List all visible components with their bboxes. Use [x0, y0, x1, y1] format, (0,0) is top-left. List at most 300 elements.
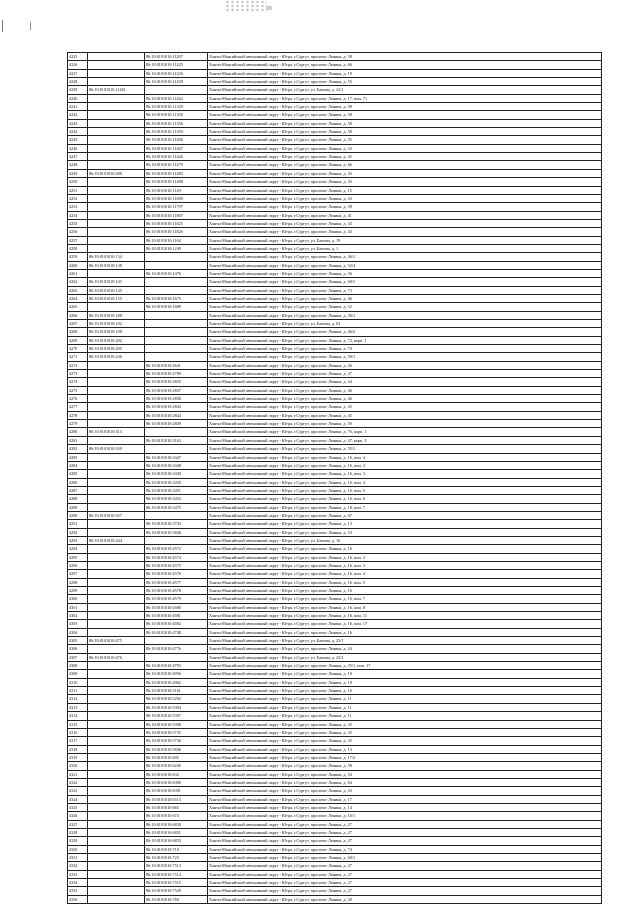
- room-cadastral-number-cell: [145, 536, 208, 544]
- cadastral-number-cell: [88, 470, 145, 478]
- cadastral-number-cell: [88, 720, 145, 728]
- address-cell: Ханты-Мансийский автономный округ - Югра, г.Сургут, проспект Ленина, д. 58: [208, 103, 602, 111]
- cadastral-number-cell: [88, 395, 145, 403]
- address-cell: Ханты-Мансийский автономный округ - Югра, г.Сургут, проспект Ленина, д. 17: [208, 795, 602, 803]
- address-cell: Ханты-Мансийский автономный округ - Югра, г.Сургут, проспект Ленина, д. 16, пом. 8: [208, 603, 602, 611]
- address-cell: Ханты-Мансийский автономный округ - Югра, г.Сургут, проспект Ленина, д. 16, пом. 6: [208, 495, 602, 503]
- row-number-cell: 4336: [68, 895, 88, 903]
- room-cadastral-number-cell: 86:10:0101010:7513: [145, 862, 208, 870]
- address-cell: Ханты-Мансийский автономный округ - Югра, г.Сургут, проспект Ленина, д. 58: [208, 119, 602, 127]
- table-row: [68, 887, 602, 895]
- cadastral-number-cell: [88, 887, 145, 895]
- row-number-cell: 4287: [68, 486, 88, 494]
- room-cadastral-number-cell: 86:10:0101010:2838: [145, 395, 208, 403]
- cadastral-number-cell: 86:10:0101010:134: [88, 253, 145, 261]
- cadastral-number-cell: [88, 670, 145, 678]
- row-number-cell: 4271: [68, 353, 88, 361]
- table-row: [68, 253, 602, 261]
- address-cell: Ханты-Мансийский автономный округ - Югра, г.Сургут, проспект Ленина, д. 50/1: [208, 311, 602, 319]
- room-cadastral-number-cell: 86:10:0101010:7529: [145, 887, 208, 895]
- address-cell: Ханты-Мансийский автономный округ - Югра, г.Сургут, проспект Ленина, д. 73: [208, 286, 602, 294]
- table-row: [68, 503, 602, 511]
- address-cell: Ханты-Мансийский автономный округ - Югра, г.Сургут, проспект Ленина, д. 55: [208, 136, 602, 144]
- room-cadastral-number-cell: 86:10:0101010:11226: [145, 69, 208, 77]
- row-number-cell: 4279: [68, 420, 88, 428]
- table-row: [68, 470, 602, 478]
- table-row: [68, 378, 602, 386]
- room-cadastral-number-cell: [145, 253, 208, 261]
- room-cadastral-number-cell: 86:10:0101010:4578: [145, 587, 208, 595]
- table-row: [68, 553, 602, 561]
- row-number-cell: 4280: [68, 428, 88, 436]
- room-cadastral-number-cell: 86:10:0101010:2849: [145, 420, 208, 428]
- table-row: [68, 186, 602, 194]
- table-row: [68, 328, 602, 336]
- room-cadastral-number-cell: 86:10:0101010:3743: [145, 520, 208, 528]
- table-row: [68, 420, 602, 428]
- table-row: [68, 428, 602, 436]
- cadastral-number-cell: [88, 144, 145, 152]
- room-cadastral-number-cell: 86:10:0101010:2789: [145, 370, 208, 378]
- cadastral-number-cell: [88, 53, 145, 61]
- table-row: [68, 837, 602, 845]
- address-cell: Ханты-Мансийский автономный округ - Югра, г.Сургут, проспект Ленина, д. 46/1: [208, 253, 602, 261]
- cadastral-number-cell: [88, 695, 145, 703]
- address-cell: Ханты-Мансийский автономный округ - Югра, г.Сургут, проспект Ленина, д. 17, пом. 71: [208, 94, 602, 102]
- room-cadastral-number-cell: 86:10:0101010:1249: [145, 244, 208, 252]
- cadastral-number-cell: [88, 78, 145, 86]
- table-row: [68, 570, 602, 578]
- address-cell: Ханты-Мансийский автономный округ - Югра, г.Сургут, ул. Бажова, д. 25/1: [208, 637, 602, 645]
- table-row: [68, 86, 602, 94]
- room-cadastral-number-cell: 86:10:0101010:7515: [145, 879, 208, 887]
- row-number-cell: 4259: [68, 253, 88, 261]
- row-number-cell: 4290: [68, 511, 88, 519]
- address-cell: Ханты-Мансийский автономный округ - Югра, г.Сургут, проспект Ленина, д. 16: [208, 687, 602, 695]
- room-cadastral-number-cell: 86:10:0101010:11359: [145, 128, 208, 136]
- room-cadastral-number-cell: 86:10:0101010:4956: [145, 670, 208, 678]
- cadastral-number-cell: [88, 128, 145, 136]
- room-cadastral-number-cell: 86:10:0101010:11350: [145, 111, 208, 119]
- scan-edge-mark: [2, 20, 3, 32]
- room-cadastral-number-cell: 86:10:0101010:11262: [145, 94, 208, 102]
- address-cell: Ханты-Мансийский автономный округ - Югра, г.Сургут, проспект Ленина, д. 33: [208, 144, 602, 152]
- cadastral-number-cell: 86:10:0101010:192: [88, 320, 145, 328]
- row-number-cell: 4323: [68, 787, 88, 795]
- cadastral-number-cell: [88, 820, 145, 828]
- cadastral-number-cell: 86:10:0101010:313: [88, 428, 145, 436]
- address-cell: Ханты-Мансийский автономный округ - Югра, г.Сургут, проспект Ленина, д. 43: [208, 169, 602, 177]
- table-row: [68, 53, 602, 61]
- address-cell: Ханты-Мансийский автономный округ - Югра, г.Сургут, проспект Ленина, д. 43: [208, 787, 602, 795]
- room-cadastral-number-cell: [145, 328, 208, 336]
- table-row: [68, 828, 602, 836]
- row-number-cell: 4322: [68, 778, 88, 786]
- table-row: [68, 520, 602, 528]
- row-number-cell: 4310: [68, 678, 88, 686]
- room-cadastral-number-cell: 86:10:0101010:4576: [145, 570, 208, 578]
- address-cell: Ханты-Мансийский автономный округ - Югра, г.Сургут, проспект Ленина, д. 59/1: [208, 353, 602, 361]
- cadastral-number-cell: [88, 453, 145, 461]
- row-number-cell: 4250: [68, 178, 88, 186]
- row-number-cell: 4272: [68, 361, 88, 369]
- row-number-cell: 4320: [68, 762, 88, 770]
- room-cadastral-number-cell: 86:10:0101010:4962: [145, 678, 208, 686]
- row-number-cell: 4291: [68, 520, 88, 528]
- cadastral-number-cell: [88, 803, 145, 811]
- room-cadastral-number-cell: 86:10:0101010:11488: [145, 178, 208, 186]
- cadastral-number-cell: 86:10:0101010:155: [88, 294, 145, 302]
- row-number-cell: 4324: [68, 795, 88, 803]
- table-row: [68, 294, 602, 302]
- address-cell: Ханты-Мансийский автономный округ - Югра, г.Сургут, проспект Ленина, д. 11: [208, 712, 602, 720]
- cadastral-number-cell: [88, 753, 145, 761]
- room-cadastral-number-cell: 86:10:0101010:11825: [145, 219, 208, 227]
- row-number-cell: 4301: [68, 603, 88, 611]
- cadastral-number-cell: [88, 228, 145, 236]
- address-cell: Ханты-Мансийский автономный округ - Югра, г.Сургут, проспект Ленина, д. 26: [208, 361, 602, 369]
- address-cell: Ханты-Мансийский автономный округ - Югра, г.Сургут, проспект Ленина, д. 43: [208, 228, 602, 236]
- table-row: [68, 203, 602, 211]
- cadastral-number-cell: [88, 862, 145, 870]
- row-number-cell: 4321: [68, 770, 88, 778]
- row-number-cell: 4242: [68, 111, 88, 119]
- row-number-cell: 4270: [68, 345, 88, 353]
- row-number-cell: 4289: [68, 503, 88, 511]
- address-cell: Ханты-Мансийский автономный округ - Югра, г.Сургут, проспект Ленина, д. 24: [208, 645, 602, 653]
- row-number-cell: 4267: [68, 320, 88, 328]
- room-cadastral-number-cell: [145, 261, 208, 269]
- cadastral-number-cell: [88, 378, 145, 386]
- table-row: [68, 795, 602, 803]
- room-cadastral-number-cell: [145, 311, 208, 319]
- table-row: [68, 69, 602, 77]
- table-row: [68, 136, 602, 144]
- room-cadastral-number-cell: [145, 286, 208, 294]
- row-number-cell: 4283: [68, 453, 88, 461]
- cadastral-number-cell: 86:10:0101010:198: [88, 328, 145, 336]
- room-cadastral-number-cell: 86:10:0101010:11482: [145, 169, 208, 177]
- address-cell: Ханты-Мансийский автономный округ - Югра, г.Сургут, проспект Ленина, д. 27: [208, 887, 602, 895]
- cadastral-number-cell: [88, 370, 145, 378]
- cadastral-number-cell: [88, 678, 145, 686]
- cadastral-number-cell: [88, 236, 145, 244]
- row-number-cell: 4318: [68, 745, 88, 753]
- room-cadastral-number-cell: 86:10:0101010:1149: [145, 186, 208, 194]
- address-cell: Ханты-Мансийский автономный округ - Югра, г.Сургут, проспект Ленина, д. 43: [208, 219, 602, 227]
- room-cadastral-number-cell: 86:10:0101010:4748: [145, 628, 208, 636]
- room-cadastral-number-cell: 86:10:0101010:2843: [145, 403, 208, 411]
- address-cell: Ханты-Мансийский автономный округ - Югра, г.Сургут, проспект Ленина, д. 14: [208, 803, 602, 811]
- address-cell: Ханты-Мансийский автономный округ - Югра, г.Сургут, проспект Ленина, д. 67: [208, 511, 602, 519]
- row-number-cell: 4268: [68, 328, 88, 336]
- row-number-cell: 4281: [68, 436, 88, 444]
- address-cell: Ханты-Мансийский автономный округ - Югра, г.Сургут, ул. Бажова, д. 1: [208, 244, 602, 252]
- table-row: [68, 703, 602, 711]
- table-row: [68, 445, 602, 453]
- address-cell: Ханты-Мансийский автономный округ - Югра, г.Сургут, проспект Ленина, д. 45: [208, 411, 602, 419]
- table-row: [68, 662, 602, 670]
- table-row: [68, 879, 602, 887]
- table-row: [68, 111, 602, 119]
- room-cadastral-number-cell: [145, 86, 208, 94]
- room-cadastral-number-cell: 86:10:0101010:11807: [145, 211, 208, 219]
- table-row: [68, 728, 602, 736]
- table-row: [68, 461, 602, 469]
- cadastral-number-cell: [88, 111, 145, 119]
- address-cell: Ханты-Мансийский автономный округ - Югра, г.Сургут, ул. Бажова, д. 23/1: [208, 653, 602, 661]
- room-cadastral-number-cell: [145, 353, 208, 361]
- room-cadastral-number-cell: 86:10:0101010:1675: [145, 294, 208, 302]
- table-row: [68, 236, 602, 244]
- row-number-cell: 4319: [68, 753, 88, 761]
- address-cell: Ханты-Мансийский автономный округ - Югра, г.Сургут, проспект Ленина, д. 72, корп. 1: [208, 336, 602, 344]
- row-number-cell: 4273: [68, 370, 88, 378]
- cadastral-number-cell: [88, 495, 145, 503]
- cadastral-number-cell: [88, 737, 145, 745]
- address-cell: Ханты-Мансийский автономный округ - Югра, г.Сургут, проспект Ленина, д. 16, пом. 4: [208, 570, 602, 578]
- room-cadastral-number-cell: 86:10:0101010:5846: [145, 745, 208, 753]
- cadastral-number-cell: [88, 762, 145, 770]
- table-row: [68, 495, 602, 503]
- address-cell: Ханты-Мансийский автономный округ - Югра, г.Сургут, проспект Ленина, д. 16, пом. 4: [208, 478, 602, 486]
- table-row: [68, 169, 602, 177]
- table-row: [68, 386, 602, 394]
- table-row: [68, 653, 602, 661]
- table-row: [68, 545, 602, 553]
- cadastral-number-cell: [88, 269, 145, 277]
- address-cell: Ханты-Мансийский автономный округ - Югра, г.Сургут, проспект Ленина, д. 46/2: [208, 328, 602, 336]
- address-cell: Ханты-Мансийский автономный округ - Югра, г.Сургут, проспект Ленина, д. 39: [208, 203, 602, 211]
- room-cadastral-number-cell: [145, 278, 208, 286]
- cadastral-number-cell: [88, 712, 145, 720]
- room-cadastral-number-cell: 86:10:0101010:3163: [145, 436, 208, 444]
- cadastral-number-cell: [88, 587, 145, 595]
- table-row: [68, 778, 602, 786]
- table-row: [68, 820, 602, 828]
- address-cell: Ханты-Мансийский автономный округ - Югра, г.Сургут, проспект Ленина, д. 16, пом. 11: [208, 612, 602, 620]
- room-cadastral-number-cell: 86:10:0101010:3451: [145, 486, 208, 494]
- scan-artifact: [225, 0, 267, 12]
- cadastral-number-cell: [88, 745, 145, 753]
- address-cell: Ханты-Мансийский автономный округ - Югра, г.Сургут, проспект Ленина, д. 28: [208, 895, 602, 903]
- room-cadastral-number-cell: 86:10:0101010:5735: [145, 728, 208, 736]
- address-cell: Ханты-Мансийский автономный округ - Югра, г.Сургут, проспект Ленина, д. 47, корп. 3: [208, 436, 602, 444]
- cadastral-number-cell: [88, 879, 145, 887]
- table-row: [68, 612, 602, 620]
- cadastral-number-cell: [88, 561, 145, 569]
- room-cadastral-number-cell: 86:10:0101010:11797: [145, 203, 208, 211]
- row-number-cell: 4306: [68, 645, 88, 653]
- table-row: [68, 753, 602, 761]
- address-cell: Ханты-Мансийский автономный округ - Югра, г.Сургут, проспект Ленина, д. 16, пом. 3: [208, 470, 602, 478]
- address-cell: Ханты-Мансийский автономный округ - Югра, г.Сургут, проспект Ленина, д. 16, пом. 4: [208, 453, 602, 461]
- row-number-cell: 4269: [68, 336, 88, 344]
- table-row: [68, 812, 602, 820]
- cadastral-number-cell: [88, 845, 145, 853]
- cadastral-number-cell: [88, 103, 145, 111]
- row-number-cell: 4335: [68, 887, 88, 895]
- cadastral-number-cell: [88, 612, 145, 620]
- table-row: [68, 511, 602, 519]
- room-cadastral-number-cell: 86:10:0101010:4580: [145, 603, 208, 611]
- cadastral-number-cell: [88, 520, 145, 528]
- table-row: [68, 353, 602, 361]
- table-row: [68, 561, 602, 569]
- room-cadastral-number-cell: [145, 320, 208, 328]
- room-cadastral-number-cell: 86:10:0101010:3846: [145, 528, 208, 536]
- cadastral-number-cell: [88, 503, 145, 511]
- row-number-cell: 4253: [68, 203, 88, 211]
- room-cadastral-number-cell: 86:10:0101010:1476: [145, 269, 208, 277]
- cadastral-number-cell: 86:10:0101010:444: [88, 536, 145, 544]
- address-cell: Ханты-Мансийский автономный округ - Югра, г.Сургут, проспект Ленина, д. 10: [208, 670, 602, 678]
- address-cell: Ханты-Мансийский автономный округ - Югра, г.Сургут, проспект Ленина, д. 64: [208, 778, 602, 786]
- cadastral-number-cell: [88, 386, 145, 394]
- table-row: [68, 603, 602, 611]
- address-cell: Ханты-Мансийский автономный округ - Югра, г.Сургут, проспект Ленина, д. 13: [208, 520, 602, 528]
- cadastral-number-cell: [88, 620, 145, 628]
- table-row: [68, 620, 602, 628]
- table-row: [68, 695, 602, 703]
- table-row: [68, 94, 602, 102]
- cadastral-number-cell: [88, 770, 145, 778]
- room-cadastral-number-cell: 86:10:0101010:6830: [145, 820, 208, 828]
- address-cell: Ханты-Мансийский автономный округ - Югра, г.Сургут, проспект Ленина, д. 16/1: [208, 812, 602, 820]
- address-cell: Ханты-Мансийский автономный округ - Югра, г.Сургут, проспект Ленина, д. 11: [208, 703, 602, 711]
- room-cadastral-number-cell: 86:10:0101010:710: [145, 845, 208, 853]
- row-number-cell: 4227: [68, 69, 88, 77]
- room-cadastral-number-cell: 86:10:0101010:11229: [145, 78, 208, 86]
- cadastral-number-cell: [88, 203, 145, 211]
- room-cadastral-number-cell: 86:10:0101010:4575: [145, 561, 208, 569]
- cadastral-number-cell: [88, 795, 145, 803]
- address-cell: Ханты-Мансийский автономный округ - Югра, г.Сургут, проспект Ленина, д. 10: [208, 678, 602, 686]
- cadastral-number-cell: [88, 219, 145, 227]
- room-cadastral-number-cell: 86:10:0101010:5394: [145, 703, 208, 711]
- cadastral-number-cell: [88, 161, 145, 169]
- row-number-cell: 4317: [68, 737, 88, 745]
- address-cell: Ханты-Мансийский автономный округ - Югра, г.Сургут, проспект Ленина, д. 46: [208, 294, 602, 302]
- cadastral-number-cell: 86:10:0101010:11261: [88, 86, 145, 94]
- table-row: [68, 219, 602, 227]
- address-cell: Ханты-Мансийский автономный округ - Югра, г.Сургут, проспект Ленина, д. 16, пом. 5: [208, 486, 602, 494]
- room-cadastral-number-cell: 86:10:0101010:769: [145, 895, 208, 903]
- address-cell: Ханты-Мансийский автономный округ - Югра, г.Сургут, ул. Бажова, д. 19: [208, 236, 602, 244]
- room-cadastral-number-cell: 86:10:0101010:11826: [145, 228, 208, 236]
- cadastral-number-cell: [88, 645, 145, 653]
- table-row: [68, 261, 602, 269]
- cadastral-number-cell: [88, 411, 145, 419]
- room-cadastral-number-cell: 86:10:0101010:11426: [145, 153, 208, 161]
- room-cadastral-number-cell: 86:10:0101010:2641: [145, 361, 208, 369]
- row-number-cell: 4246: [68, 144, 88, 152]
- table-row: [68, 486, 602, 494]
- table-row: [68, 303, 602, 311]
- row-number-cell: 4298: [68, 578, 88, 586]
- table-row: [68, 845, 602, 853]
- cadastral-number-cell: [88, 528, 145, 536]
- table-row: [68, 862, 602, 870]
- address-cell: Ханты-Мансийский автономный округ - Югра, г.Сургут, проспект Ленина, д. 43: [208, 178, 602, 186]
- address-cell: Ханты-Мансийский автономный округ - Югра, г.Сургут, проспект Ленина, д. 76, корп. 1: [208, 428, 602, 436]
- address-cell: Ханты-Мансийский автономный округ - Югра, г.Сургут, проспект Ленина, д. 16, пом. 5: [208, 578, 602, 586]
- row-number-cell: 4286: [68, 478, 88, 486]
- row-number-cell: 4257: [68, 236, 88, 244]
- table-row: [68, 361, 602, 369]
- address-cell: Ханты-Мансийский автономный округ - Югра, г.Сургут, проспект Ленина, д. 60/1: [208, 278, 602, 286]
- row-number-cell: 4305: [68, 637, 88, 645]
- table-row: [68, 228, 602, 236]
- cadastral-number-cell: [88, 687, 145, 695]
- row-number-cell: 4284: [68, 461, 88, 469]
- cadastral-number-cell: [88, 778, 145, 786]
- row-number-cell: 4261: [68, 269, 88, 277]
- row-number-cell: 4304: [68, 628, 88, 636]
- cadastral-number-cell: [88, 420, 145, 428]
- address-cell: Ханты-Мансийский автономный округ - Югра, г.Сургут, проспект Ленина, д. 35: [208, 720, 602, 728]
- address-cell: Ханты-Мансийский автономный округ - Югра, г.Сургут, проспект Ленина, д. 17/2: [208, 753, 602, 761]
- cadastral-number-cell: [88, 870, 145, 878]
- table-row: [68, 578, 602, 586]
- row-number-cell: 4239: [68, 86, 88, 94]
- table-row: [68, 395, 602, 403]
- table-row: [68, 311, 602, 319]
- cadastral-number-cell: [88, 461, 145, 469]
- cadastral-number-cell: [88, 570, 145, 578]
- room-cadastral-number-cell: 86:10:0101010:632: [145, 770, 208, 778]
- cadastral-number-cell: [88, 578, 145, 586]
- row-number-cell: 4285: [68, 470, 88, 478]
- row-number-cell: 4309: [68, 670, 88, 678]
- row-number-cell: 4299: [68, 587, 88, 595]
- cadastral-number-cell: [88, 361, 145, 369]
- address-cell: Ханты-Мансийский автономный округ - Югра, г.Сургут, проспект Ленина, д. 11: [208, 695, 602, 703]
- row-number-cell: 4245: [68, 136, 88, 144]
- room-cadastral-number-cell: 86:10:0101010:11329: [145, 103, 208, 111]
- cadastral-number-cell: [88, 194, 145, 202]
- row-number-cell: 4330: [68, 845, 88, 853]
- row-number-cell: 4331: [68, 854, 88, 862]
- table-row: [68, 144, 602, 152]
- address-cell: Ханты-Мансийский автономный округ - Югра, г.Сургут, проспект Ленина, д. 35: [208, 737, 602, 745]
- row-number-cell: 4294: [68, 545, 88, 553]
- cadastral-number-cell: 86:10:0101010:246: [88, 353, 145, 361]
- row-number-cell: 4292: [68, 528, 88, 536]
- table-row: [68, 345, 602, 353]
- cadastral-number-cell: [88, 403, 145, 411]
- room-cadastral-number-cell: 86:10:0101010:4793: [145, 662, 208, 670]
- row-number-cell: 4314: [68, 712, 88, 720]
- row-number-cell: 4334: [68, 879, 88, 887]
- room-cadastral-number-cell: 86:10:0101010:4582: [145, 620, 208, 628]
- address-cell: Ханты-Мансийский автономный округ - Югра, г.Сургут, проспект Ленина, д. 60/1: [208, 854, 602, 862]
- table-row: [68, 103, 602, 111]
- room-cadastral-number-cell: 86:10:0101010:11690: [145, 194, 208, 202]
- address-cell: Ханты-Мансийский автономный округ - Югра, г.Сургут, проспект Ленина, д. 27: [208, 837, 602, 845]
- table-row: [68, 453, 602, 461]
- room-cadastral-number-cell: 86:10:0101010:11225: [145, 61, 208, 69]
- cadastral-number-cell: [88, 436, 145, 444]
- address-cell: Ханты-Мансийский автономный округ - Югра, г.Сургут, проспект Ленина, д. 16: [208, 545, 602, 553]
- room-cadastral-number-cell: 86:10:0101010:6833: [145, 837, 208, 845]
- room-cadastral-number-cell: 86:10:0101010:5398: [145, 720, 208, 728]
- address-cell: Ханты-Мансийский автономный округ - Югра, г.Сургут, проспект Ленина, д. 16: [208, 587, 602, 595]
- table-row: [68, 370, 602, 378]
- row-number-cell: 4274: [68, 378, 88, 386]
- room-cadastral-number-cell: 86:10:0101010:11356: [145, 119, 208, 127]
- room-cadastral-number-cell: 86:10:0101010:4581: [145, 612, 208, 620]
